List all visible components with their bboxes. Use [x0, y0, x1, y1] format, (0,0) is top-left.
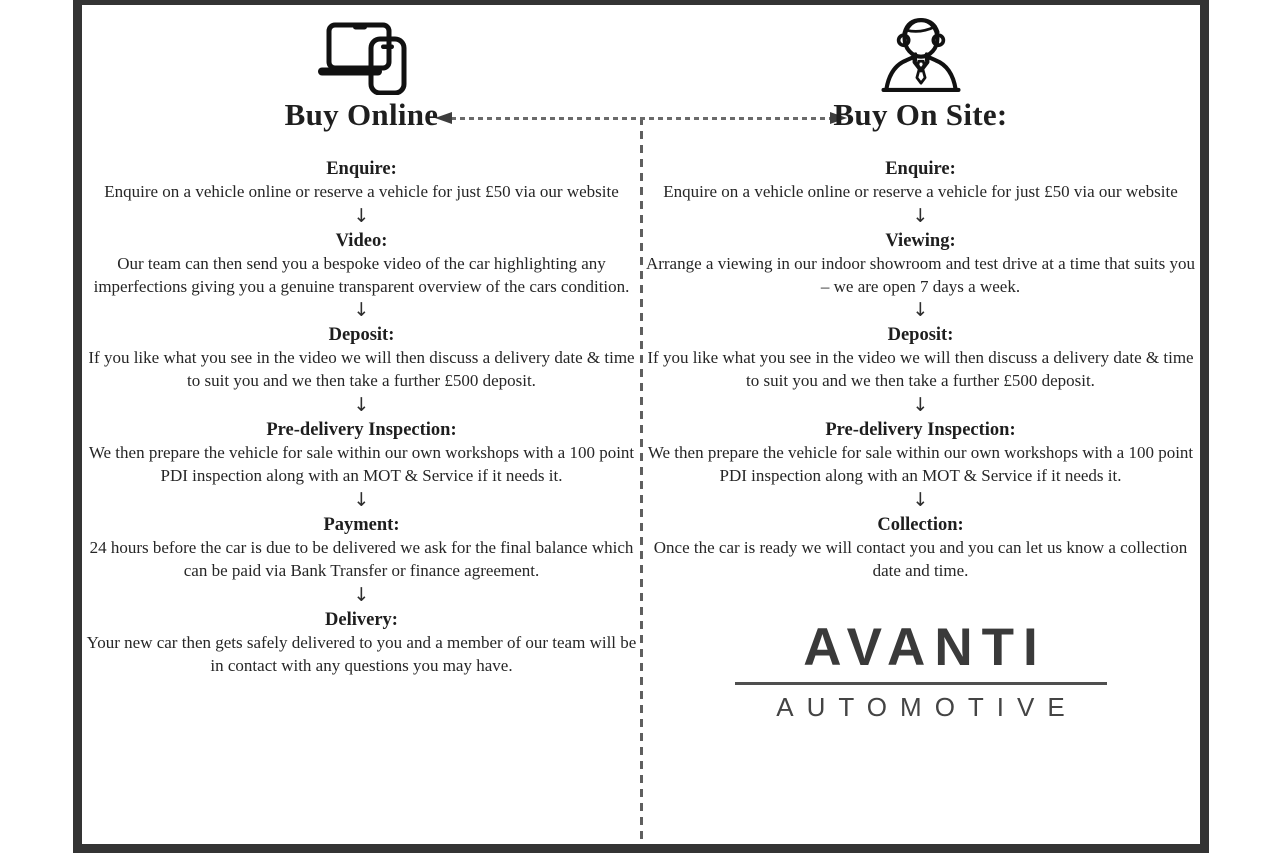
step-body: If you like what you see in the video we will then discuss a delivery date & time to suit you and we then take a further £500 deposit.	[88, 348, 635, 391]
step-body: Enquire on a vehicle online or reserve a vehicle for just £50 via our website	[663, 181, 1178, 201]
brand-logo	[641, 618, 1200, 723]
down-arrow-icon: ↓	[912, 204, 929, 227]
step	[641, 229, 1200, 299]
step-title: Payment:	[323, 515, 400, 536]
step	[641, 513, 1200, 583]
step	[641, 157, 1200, 204]
brand-subtitle: AUTOMOTIVE	[776, 692, 1078, 723]
step-body: 24 hours before the car is due to be delivered we ask for the final balance which can be paid via Bank Transfer or finance agreement.	[89, 538, 634, 581]
down-arrow-icon: ↓	[912, 489, 929, 512]
step	[82, 513, 641, 583]
step-title: Deposit:	[328, 325, 395, 346]
buy-on-site-column	[641, 5, 1200, 844]
down-arrow-icon: ↓	[912, 394, 929, 417]
step	[641, 323, 1200, 393]
step-title: Delivery:	[325, 610, 398, 630]
buy-online-column	[82, 5, 641, 844]
step-body: Your new car then gets safely delivered to you and a member of our team will be in contact with any questions you may have.	[86, 633, 637, 675]
down-arrow-icon: ↓	[353, 489, 370, 512]
step	[82, 608, 641, 678]
step-body: Our team can then send you a bespoke video of the car highlighting any imperfections giving you a genuine transparent overview of the cars condition.	[93, 253, 630, 296]
column-heading-buy-online: Buy Online	[284, 97, 439, 132]
step-body: If you like what you see in the video we will then discuss a delivery date & time to suit you and we then take a further £500 deposit.	[647, 348, 1194, 391]
step-title: Enquire:	[885, 158, 956, 179]
laptop-phone-icon	[315, 21, 409, 95]
step-body: Arrange a viewing in our indoor showroom and test drive at a time that suits you – we are open 7 days a week.	[645, 253, 1196, 296]
brand-rule	[735, 682, 1107, 685]
brand-name: AVANTI	[803, 618, 1047, 678]
step	[82, 418, 641, 488]
step-title: Deposit:	[887, 325, 954, 346]
step	[641, 418, 1200, 488]
step	[82, 323, 641, 393]
buy-on-site-icon-area	[641, 17, 1200, 95]
step-title: Video:	[335, 230, 388, 251]
step-body: Enquire on a vehicle online or reserve a vehicle for just £50 via our website	[104, 181, 619, 201]
step-body: We then prepare the vehicle for sale within our own workshops with a 100 point PDI inspection along with an MOT & Service if it needs it.	[647, 443, 1194, 486]
buy-online-icon-area	[82, 17, 641, 95]
step-body: We then prepare the vehicle for sale within our own workshops with a 100 point PDI inspection along with an MOT & Service if it needs it.	[88, 443, 635, 486]
page-frame	[73, 0, 1209, 853]
down-arrow-icon: ↓	[353, 584, 370, 607]
down-arrow-icon: ↓	[912, 299, 929, 322]
step	[82, 229, 641, 299]
step-title: Viewing:	[885, 230, 956, 251]
step-title: Collection:	[877, 515, 964, 536]
step-title: Pre-delivery Inspection:	[825, 420, 1016, 441]
step	[82, 157, 641, 204]
down-arrow-icon: ↓	[353, 394, 370, 417]
step-title: Enquire:	[326, 158, 397, 179]
step-title: Pre-delivery Inspection:	[266, 420, 457, 441]
down-arrow-icon: ↓	[353, 299, 370, 322]
column-heading-buy-on-site: Buy On Site:	[833, 97, 1008, 132]
down-arrow-icon: ↓	[353, 204, 370, 227]
salesperson-icon	[878, 11, 964, 95]
buy-on-site-steps	[641, 157, 1200, 583]
step-body: Once the car is ready we will contact you and you can let us know a collection date and time.	[653, 538, 1188, 581]
buy-online-steps	[82, 157, 641, 678]
